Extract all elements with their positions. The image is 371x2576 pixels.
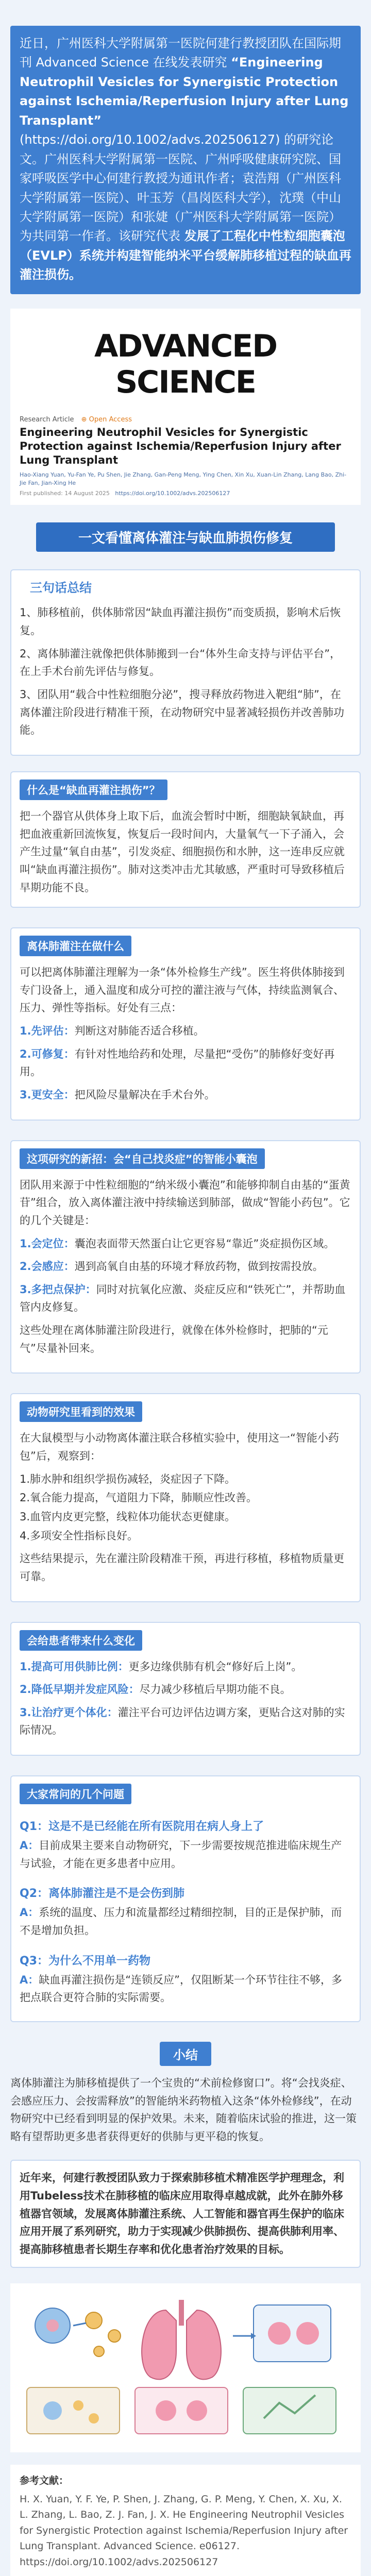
summary-item: 2、离体肺灌注就像把供体肺搬到一台“体外生命支持与评估平台”，在上手术台前先评估与修复。: [20, 647, 341, 678]
section-banner: 一文看懂离体灌注与缺血肺损伤修复: [36, 522, 335, 552]
graphical-abstract: [10, 2283, 361, 2452]
conclusion-text: 离体肺灌注为肺移植提供了一个宝贵的“术前检修窗口”。将“会找炎症、会感应压力、会按需释放”的智能纳米药物植入这条“体外检修线”，在动物研究中已经看到明显的保护效果。未来，随着临床试验的推进，这一策略有望帮助更多患者获得更好的供肺与更平稳的恢复。: [10, 2076, 357, 2143]
open-access-badge: ⊕ Open Access: [81, 415, 132, 423]
list-item: 2.氧合能力提高，气道阻力下降，肺顺应性改善。: [20, 1492, 258, 1504]
list-item: 3.血管内皮更完整，线粒体功能状态更健康。: [20, 1510, 236, 1523]
summary-item: 3、团队用“载合中性粒细胞分泌”，搜寻释放药物进入靶组“肺”，在离体灌注阶段进行精准干预，在动物研究中显著减轻损伤并改善肺功能。: [20, 688, 344, 737]
reference-text: H. X. Yuan, Y. F. Ye, P. Shen, J. Zhang, G. P. Meng, Y. Chen, X. Xu, X. L. Zhang, L. Bao, Z. J. Fan, J. X. He Engineering Neutrophil Vesicles for Synergistic Protection against Ischemia/Reperfusion Injury after Lung Transplant. Advanced Science. e06127. https://doi.org/10.1002/advs.202506127: [20, 2494, 348, 2568]
paper-header: [10, 309, 361, 505]
intro-part1: 近日，广州医科大学附属第一医院何建行教授团队在国际期刊 Advanced Science 在线发表研究: [20, 36, 341, 70]
section-tag: 这项研究的新招：会“自己找炎症”的智能小囊泡: [20, 1148, 265, 1169]
paper-title: Engineering Neutrophil Vesicles for Synergistic Protection against Ischemia/Reperfusion Injury after Lung Transplant: [20, 426, 341, 467]
intro-quote: “Engineering Neutrophil Vesicles for Synergistic Protection against Ischemia/Reperfusion Injury after Lung Transplant”: [20, 55, 349, 128]
section-text: 可以把离体肺灌注理解为一条“体外检修生产线”。医生将供体肺接到专门设备上，通入温度和成分可控的灌注液与气体，持续监测氧合、压力、弹性等指标。好处有三点：: [20, 966, 345, 1014]
summary-item: 1、肺移植前，供体肺常因“缺血再灌注损伤”而变质损，影响术后恢复。: [20, 606, 341, 637]
team-summary: 近年来，何建行教授团队致力于探索肺移植术精准医学护理理念，利用Tubeless技术在肺移植的临床应用取得卓越成就，此外在肺外移植器官领域，发展离体肺灌注系统、人工智能和器官再生保护的临床应用开展了系列研究，助力于实现减少供肺损伤、提高供肺利用率、提高肺移植患者长期生存率和优化患者治疗效果的目标。: [10, 2160, 361, 2267]
section-card-evlp: 离体肺灌注在做什么 可以把离体肺灌注理解为一条“体外检修生产线”。医生将供体肺接到专门设备上，通入温度和成分可控的灌注液与气体，持续监测氧合、压力、弹性等指标。好处有三点： 1.先评估：判断这对肺能否适合移植。 2.可修复：有针对性地给药和处理，尽量把“受伤”的肺修好变好再用。 3.更安全：把风险尽量解决在手术台外。: [10, 927, 361, 1120]
section-text: 在大鼠模型与小动物离体灌注联合移植实验中，使用这一“智能小药包”后，观察到：: [20, 1432, 339, 1463]
faq-question: Q2：离体肺灌注是不是会伤到肺: [20, 1887, 185, 1901]
list-item: 1.肺水肿和组织学损伤减轻，炎症因子下降。: [20, 1472, 236, 1485]
conclusion-tag: 小结: [160, 2042, 211, 2066]
faq-answer: A：系统的温度、压力和流量都经过精细控制，目的正是保护肺，而不是增加负担。: [20, 1906, 342, 1937]
faq-answer: A：目前成果主要来自动物研究，下一步需要按规范推进临床规生产与试验，才能在更多患者中应用。: [20, 1839, 342, 1870]
first-published: First published: 14 August 2025: [20, 490, 110, 497]
section-text: 这些结果提示，先在灌注阶段精准干预，再进行移植，移植物质量更可靠。: [20, 1552, 344, 1583]
faq-answer: A：缺血再灌注损伤是“连锁反应”，仅阻断某一个环节往往不够，多把点联合更符合肺的实际需要。: [20, 1973, 343, 2004]
reference-box: [10, 2465, 361, 2576]
section-card-ir-injury: [10, 771, 361, 908]
section-tag: 大家常问的几个问题: [20, 1784, 131, 1804]
graphical-abstract-illustration: [16, 2290, 346, 2444]
faq-question: Q3：为什么不用单一药物: [20, 1954, 151, 1968]
section-tag: 什么是“缺血再灌注损伤”？: [20, 779, 167, 800]
intro-part2: 的研究论文。广州医科大学附属第一医院、广州呼吸健康研究院、国家呼吸医学中心何建行教授为通讯作者；袁浩翔（广州医科大学附属第一医院）、叶玉芳（昌岗医科大学），沈璞（中山大学附属第一医院）和张婕（广州医科大学附属第一医院）为共同第一作者。该研究代表: [20, 132, 341, 244]
intro-highlight: 发展了工程化中性粒细胞囊泡（EVLP）系统并构建智能纳米平台缓解肺移植过程的缺血再灌注损伤。: [20, 229, 351, 282]
section-tag: 会给患者带来什么变化: [20, 1630, 142, 1651]
section-tag: 动物研究里看到的效果: [20, 1401, 142, 1422]
section-text: 团队用来源于中性粒细胞的“纳米级小囊泡”和能够抑制自由基的“蛋黄苷”组合，放入离体灌注液中持续输送到肺部，做成“智能小药包”。它的几个关键是：: [20, 1178, 350, 1227]
faq-question: Q1：这是不是已经能在所有医院用在病人身上了: [20, 1820, 264, 1834]
summary-card: [10, 569, 361, 755]
section-card-vesicles: 这项研究的新招：会“自己找炎症”的智能小囊泡 团队用来源于中性粒细胞的“纳米级小囊泡”和能够抑制自由基的“蛋黄苷”组合，放入离体灌注液中持续输送到肺部，做成“智能小药包”。它的几个关键是： 1.会定位：囊泡表面带天然蛋白让它更容易“靠近”炎症损伤区域。 2.会感应：遇到高氧自由基的环境才释放药物，做到按需投放。 3.多把点保护：同时对抗氧化应激、炎症反应和“铁死亡”，并帮助血管内皮修复。 这些处理在离体肺灌注阶段进行，就像在体外检修时，把肺的“元气”尽量补回来。: [10, 1140, 361, 1374]
section-tag: 离体肺灌注在做什么: [20, 936, 131, 956]
intro-box: [10, 26, 361, 294]
list-item: 4.多项安全性指标良好。: [20, 1529, 139, 1542]
section-text: 这些处理在离体肺灌注阶段进行，就像在体外检修时，把肺的“元气”尽量补回来。: [20, 1324, 328, 1354]
paper-authors[interactable]: Hao-Xiang Yuan, Yu-Fan Ye, Pu Shen, Jie Zhang, Gan-Peng Meng, Ying Chen, Xin Xu, Xuan-Lin Zhang, Lang Bao, Zhi-Jie Fan, Jian-Xing He: [20, 471, 347, 486]
section-card-animal-results: [10, 1393, 361, 1602]
section-card-patient-benefits: 会给患者带来什么变化 1.提高可用供肺比例：更多边缘供肺有机会“修好后上岗”。 2.降低早期并发症风险：尽力减少移植后早期功能不良。 3.让治疗更个体化：灌注平台可边评估边调方案，更贴合这对肺的实际情况。: [10, 1622, 361, 1756]
article-type: Research Article: [20, 415, 74, 423]
section-text: 把一个器官从供体身上取下后，血流会暂时中断，细胞缺氧缺血，再把血液重新回流恢复，恢复后一段时间内，大量氧气一下子涌入，会产生过量“氧自由基”，引发炎症、细胞损伤和水肿，这一连串反应就叫“缺血再灌注损伤”。肺对这类冲击尤其敏感，严重时可导致移植后早期功能不良。: [20, 809, 345, 894]
journal-logo: ADVANCED SCIENCE: [94, 328, 277, 400]
summary-title: 三句话总结: [30, 581, 92, 596]
reference-label: 参考文献：: [20, 2475, 69, 2486]
paper-doi-link[interactable]: https://doi.org/10.1002/advs.202506127: [115, 490, 230, 497]
faq-card: [10, 1775, 361, 2022]
intro-doi[interactable]: (https://doi.org/10.1002/advs.202506127): [20, 132, 280, 147]
